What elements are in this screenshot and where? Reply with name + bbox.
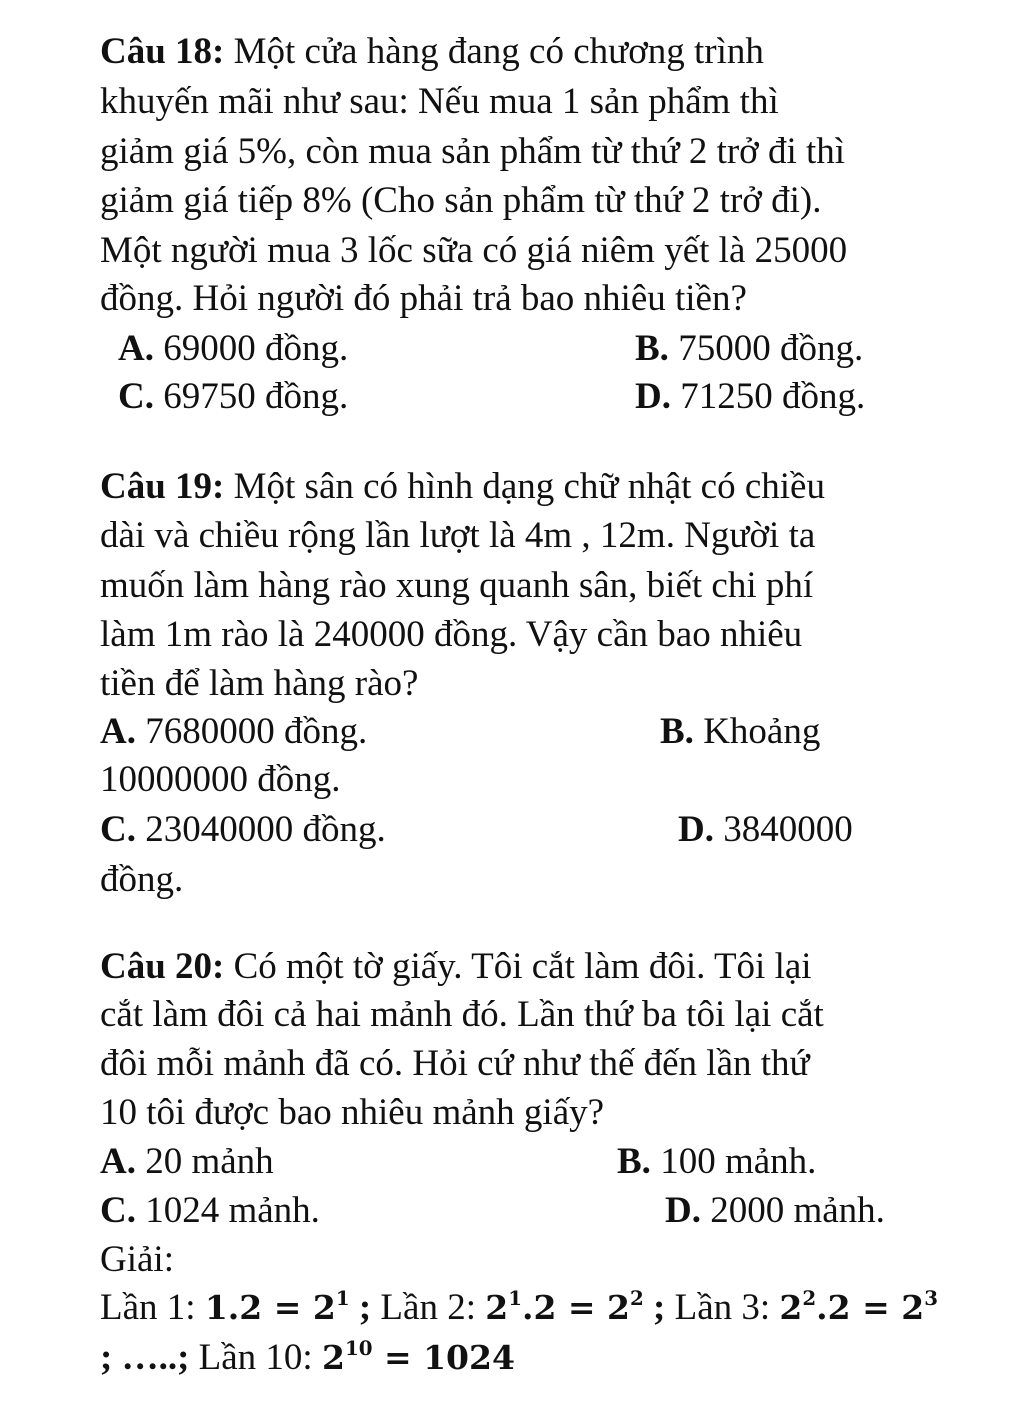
q18-line-5: Một người mua 3 lốc sữa có giá niêm yết là 25000	[100, 230, 848, 271]
q18-option-c-text: 69750 đồng.	[163, 376, 349, 417]
solution-line-2	[100, 1336, 515, 1380]
q20-line-1	[100, 945, 812, 989]
solution-sep2: ;	[643, 1287, 675, 1328]
q19-option-a-text: 7680000 đồng.	[145, 711, 368, 752]
q18-option-b-letter: B.	[635, 328, 669, 369]
q20-text-1: Có một tờ giấy. Tôi cắt làm đôi. Tôi lại	[233, 946, 812, 987]
solution-step1-label: Lần 1:	[100, 1287, 205, 1328]
solution-sep1: ;	[349, 1287, 381, 1328]
q18-option-a-letter: A.	[118, 328, 154, 369]
q19-line-1	[100, 465, 825, 509]
q19-option-d-continuation: đồng.	[100, 859, 184, 900]
q18-option-b-text: 75000 đồng.	[678, 328, 864, 369]
q20-option-c	[100, 1189, 320, 1233]
solution-line-1	[100, 1286, 938, 1330]
solution-step3-label: Lần 3:	[674, 1287, 780, 1328]
q20-option-d-letter: D.	[665, 1190, 701, 1231]
q20-line-4: 10 tôi được bao nhiêu mảnh giấy?	[100, 1092, 605, 1133]
solution-step10-label: Lần 10:	[198, 1337, 322, 1378]
solution-step2-math: $2^1.2 = 2^2$	[485, 1286, 644, 1327]
q20-option-a-text: 20 mảnh	[145, 1141, 274, 1182]
q20-option-c-letter: C.	[100, 1190, 136, 1231]
q19-option-c-text: 23040000 đồng.	[145, 809, 386, 850]
q20-option-d	[665, 1189, 885, 1233]
q20-option-b	[617, 1140, 816, 1184]
solution-step1-math: $1.2 = 2^1$	[204, 1286, 350, 1327]
q20-option-d-text: 2000 mảnh.	[710, 1190, 885, 1231]
q19-line-3: muốn làm hàng rào xung quanh sân, biết chi phí	[100, 565, 814, 606]
q19-line-2: dài và chiều rộng lần lượt là 4m , 12m. Người ta	[100, 515, 816, 556]
q18-line-4: giảm giá tiếp 8% (Cho sản phẩm từ thứ 2 trở đi).	[100, 180, 822, 221]
q20-option-b-text: 100 mảnh.	[660, 1141, 817, 1182]
q19-option-a	[100, 710, 367, 754]
solution-step3-math: $2^2.2 = 2^3$	[779, 1286, 938, 1327]
q19-option-b	[660, 710, 820, 754]
q18-option-b	[635, 327, 863, 371]
q18-line-1	[100, 30, 764, 74]
q20-option-b-letter: B.	[617, 1141, 651, 1182]
solution-title: Giải:	[100, 1239, 174, 1280]
q19-option-b-continuation: 10000000 đồng.	[100, 759, 341, 800]
q18-option-c	[118, 375, 348, 419]
q19-line-4: làm 1m rào là 240000 đồng. Vậy cần bao nhiêu	[100, 614, 803, 655]
q19-option-d	[678, 808, 853, 852]
q18-option-d	[635, 375, 865, 419]
q20-option-a-letter: A.	[100, 1141, 136, 1182]
q18-option-a-text: 69000 đồng.	[163, 328, 349, 369]
q18-option-a	[118, 327, 348, 371]
q20-label: Câu 20:	[100, 946, 225, 987]
q20-line-2: cắt làm đôi cả hai mảnh đó. Lần thứ ba tôi lại cắt	[100, 994, 824, 1035]
solution-step10-math: $2^{10} = 1024$	[321, 1336, 515, 1377]
q18-line-6: đồng. Hỏi người đó phải trả bao nhiêu tiền?	[100, 278, 747, 319]
q19-text-1: Một sân có hình dạng chữ nhật có chiều	[233, 466, 825, 507]
q19-line-5: tiền để làm hàng rào?	[100, 663, 419, 704]
q19-option-c	[100, 808, 386, 852]
q19-option-b-letter: B.	[660, 711, 694, 752]
q19-option-b-text: Khoảng	[703, 711, 821, 752]
q20-line-3: đôi mỗi mảnh đã có. Hỏi cứ như thế đến lần thứ	[100, 1043, 810, 1084]
q18-text-1: Một cửa hàng đang có chương trình	[233, 31, 764, 72]
q19-label: Câu 19:	[100, 466, 225, 507]
q19-option-d-text: 3840000	[723, 809, 853, 850]
q18-option-d-letter: D.	[635, 376, 671, 417]
q20-option-c-text: 1024 mảnh.	[145, 1190, 320, 1231]
q18-label: Câu 18:	[100, 31, 225, 72]
q19-option-a-letter: A.	[100, 711, 136, 752]
q20-option-a	[100, 1140, 274, 1184]
q18-line-3: giảm giá 5%, còn mua sản phẩm từ thứ 2 trở đi thì	[100, 131, 846, 172]
q18-option-d-text: 71250 đồng.	[680, 376, 866, 417]
solution-step2-label: Lần 2:	[380, 1287, 486, 1328]
q19-option-d-letter: D.	[678, 809, 714, 850]
q18-line-2: khuyến mãi như sau: Nếu mua 1 sản phẩm thì	[100, 81, 779, 122]
q18-option-c-letter: C.	[118, 376, 154, 417]
solution-ellipsis: ; …..;	[100, 1337, 199, 1378]
q19-option-c-letter: C.	[100, 809, 136, 850]
